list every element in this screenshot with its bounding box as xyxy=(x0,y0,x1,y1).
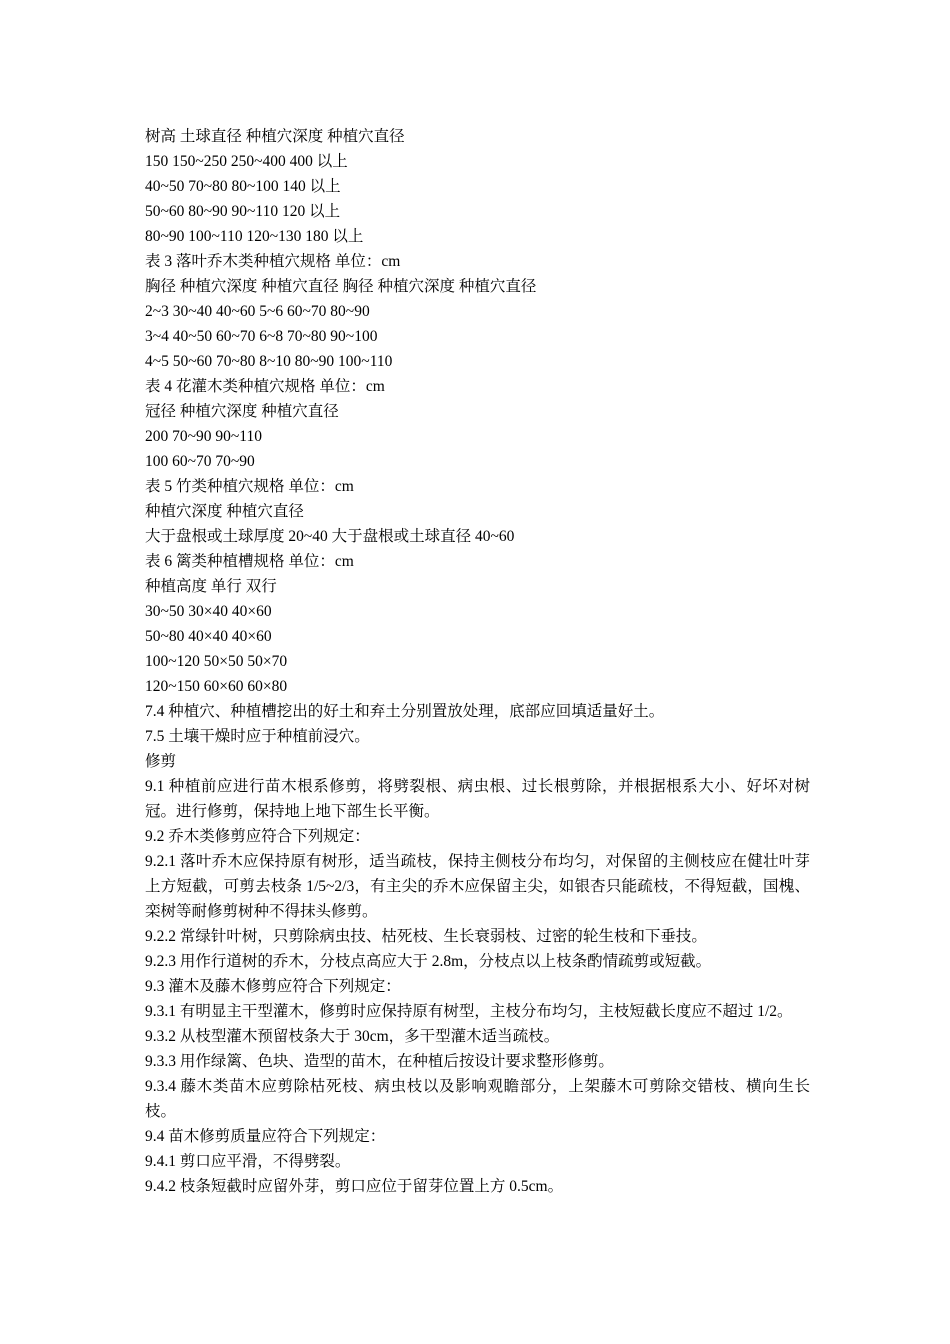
text-line: 40~50 70~80 80~100 140 以上 xyxy=(145,178,341,195)
paragraph: 9.4.1 剪口应平滑，不得劈裂。 xyxy=(145,1153,351,1170)
table-caption: 表 5 竹类种植穴规格 单位：cm xyxy=(145,478,354,495)
paragraph: 9.3.4 藤木类苗木应剪除枯死枝、病虫枝以及影响观瞻部分，上架藤木可剪除交错枝、横向生长枝。 xyxy=(145,1078,810,1120)
text-line: 7.4 种植穴、种植槽挖出的好土和弃土分别置放处理，底部应回填适量好土。 xyxy=(145,703,665,720)
text-line: 50~60 80~90 90~110 120 以上 xyxy=(145,203,341,220)
text-line: 4~5 50~60 70~80 8~10 80~90 100~110 xyxy=(145,353,393,370)
paragraph: 9.3.3 用作绿篱、色块、造型的苗木，在种植后按设计要求整形修剪。 xyxy=(145,1053,614,1070)
text-line: 种植穴深度 种植穴直径 xyxy=(145,503,304,520)
text-line: 种植高度 单行 双行 xyxy=(145,578,277,595)
text-line: 200 70~90 90~110 xyxy=(145,428,262,445)
text-line: 150 150~250 250~400 400 以上 xyxy=(145,153,348,170)
paragraph: 9.2 乔木类修剪应符合下列规定： xyxy=(145,828,370,845)
paragraph: 9.2.3 用作行道树的乔木，分枝点高应大于 2.8m，分枝点以上枝条酌情疏剪或短截。 xyxy=(145,953,712,970)
text-line: 80~90 100~110 120~130 180 以上 xyxy=(145,228,364,245)
paragraph: 9.3.1 有明显主干型灌木，修剪时应保持原有树型，主枝分布均匀，主枝短截长度应不超过 1/2。 xyxy=(145,1003,793,1020)
text-line: 胸径 种植穴深度 种植穴直径 胸径 种植穴深度 种植穴直径 xyxy=(145,278,537,295)
paragraph: 9.4.2 枝条短截时应留外芽，剪口应位于留芽位置上方 0.5cm。 xyxy=(145,1178,564,1195)
text-line: 2~3 30~40 40~60 5~6 60~70 80~90 xyxy=(145,303,370,320)
document-body xyxy=(145,124,810,1199)
text-line: 50~80 40×40 40×60 xyxy=(145,628,272,645)
text-line: 冠径 种植穴深度 种植穴直径 xyxy=(145,403,339,420)
paragraph: 9.1 种植前应进行苗木根系修剪，将劈裂根、病虫根、过长根剪除，并根据根系大小、好坏对树冠。进行修剪，保持地上地下部生长平衡。 xyxy=(145,778,810,820)
paragraph: 9.3.2 从枝型灌木预留枝条大于 30cm，多干型灌木适当疏枝。 xyxy=(145,1028,560,1045)
table-caption: 表 4 花灌木类种植穴规格 单位：cm xyxy=(145,378,385,395)
paragraph: 9.3 灌木及藤木修剪应符合下列规定： xyxy=(145,978,401,995)
text-line: 120~150 60×60 60×80 xyxy=(145,678,288,695)
text-line: 大于盘根或土球厚度 20~40 大于盘根或土球直径 40~60 xyxy=(145,528,515,545)
table-caption: 表 6 篱类种植槽规格 单位：cm xyxy=(145,553,354,570)
section-heading: 修剪 xyxy=(145,753,177,770)
paragraph: 9.2.2 常绿针叶树，只剪除病虫技、枯死枝、生长衰弱枝、过密的轮生枝和下垂技。 xyxy=(145,928,707,945)
text-line: 树高 土球直径 种植穴深度 种植穴直径 xyxy=(145,128,405,145)
text-line: 100 60~70 70~90 xyxy=(145,453,255,470)
text-line: 3~4 40~50 60~70 6~8 70~80 90~100 xyxy=(145,328,378,345)
paragraph: 9.4 苗木修剪质量应符合下列规定： xyxy=(145,1128,386,1145)
text-line: 30~50 30×40 40×60 xyxy=(145,603,272,620)
table-caption: 表 3 落叶乔木类种植穴规格 单位：cm xyxy=(145,253,401,270)
text-line: 100~120 50×50 50×70 xyxy=(145,653,288,670)
text-line: 7.5 土壤干燥时应于种植前浸穴。 xyxy=(145,728,370,745)
paragraph: 9.2.1 落叶乔木应保持原有树形，适当疏枝，保持主侧枝分布均匀，对保留的主侧枝应在健壮叶芽上方短截，可剪去枝条 1/5~2/3，有主尖的乔木应保留主尖，如银杏只能疏枝，不得短截，国槐、栾树等耐修剪树种不得抹头修剪。 xyxy=(145,853,810,920)
